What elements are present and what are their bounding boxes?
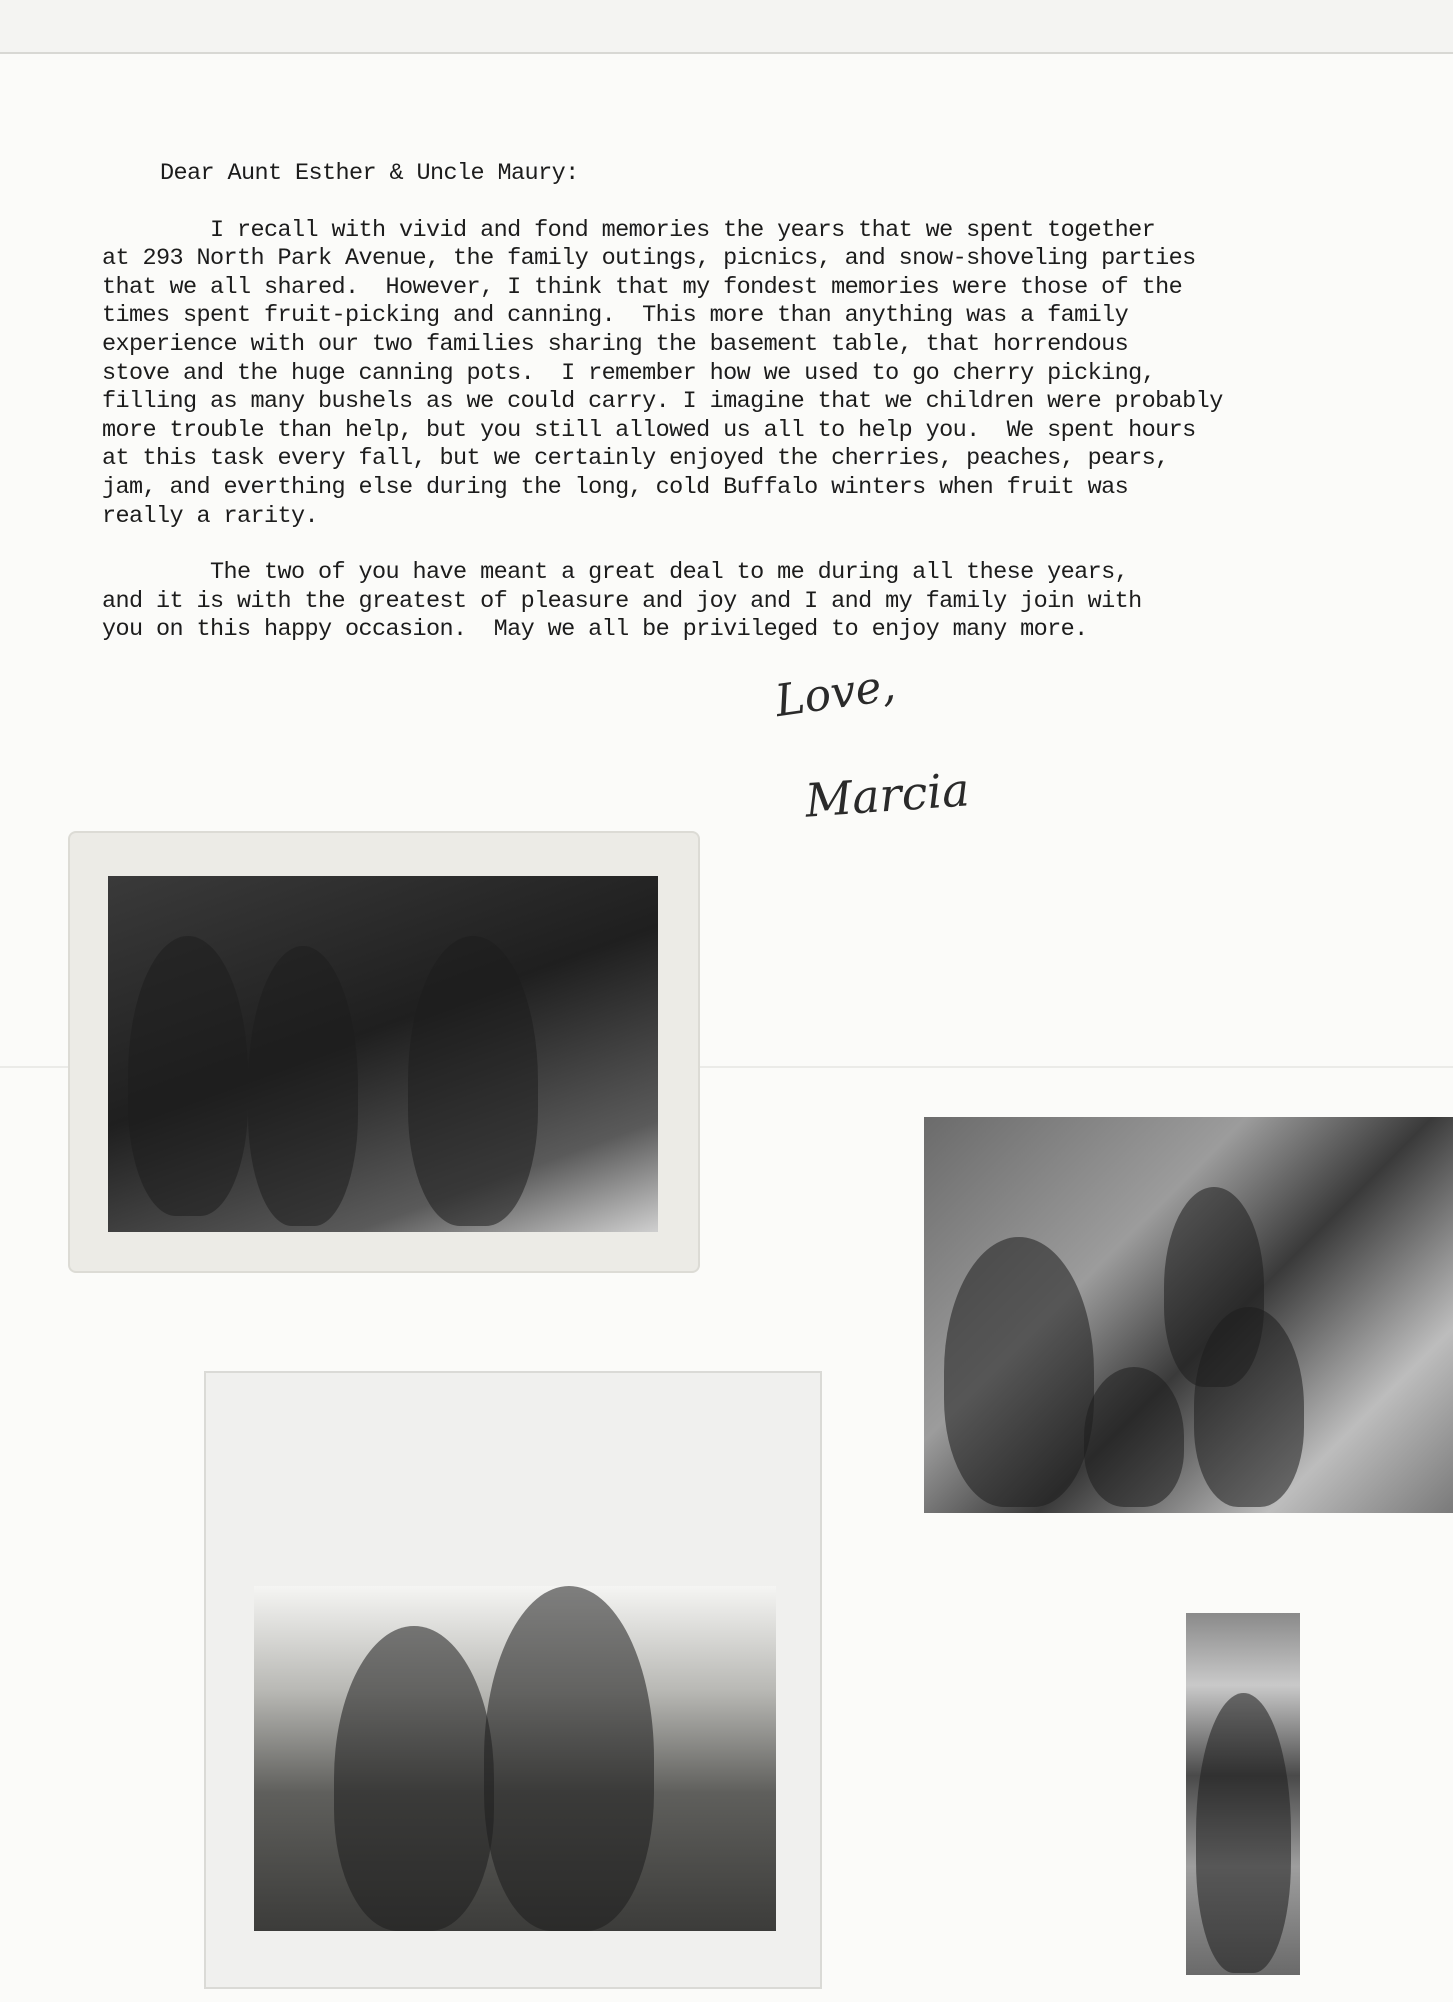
photo-girl-standing <box>1186 1613 1300 1975</box>
photo-figure <box>1196 1693 1291 1973</box>
paragraph-gap <box>102 531 1352 559</box>
paragraph-1-line: at this task every fall, but we certainly enjoyed the cherries, peaches, pears, <box>102 445 1169 473</box>
paragraph-1-line: that we all shared. However, I think that my fondest memories were those of the <box>102 273 1183 301</box>
photo-three-girls-image <box>108 876 658 1232</box>
paragraph-1-line: at 293 North Park Avenue, the family outings, picnics, and snow-shoveling parties <box>102 245 1196 273</box>
photo-figure <box>248 946 358 1226</box>
paragraph-2-line: The two of you have meant a great deal to me during all these years, <box>102 559 1129 587</box>
salutation: Dear Aunt Esther & Uncle Maury: <box>160 160 579 187</box>
letter-body <box>102 160 1352 645</box>
paragraph-2-line: and it is with the greatest of pleasure and joy and I and my family join with <box>102 587 1142 615</box>
paragraph-1-line: stove and the huge canning pots. I remember how we used to go cherry picking, <box>102 359 1156 387</box>
paragraph-2 <box>102 559 1352 645</box>
paragraph-1-line: filling as many bushels as we could carry. I imagine that we children were probably <box>102 388 1223 416</box>
paragraph-1-line: really a rarity. <box>102 502 319 530</box>
paragraph-1-line: I recall with vivid and fond memories the years that we spent together <box>102 216 1156 244</box>
paragraph-1-line: experience with our two families sharing the basement table, that horrendous <box>102 330 1129 358</box>
photo-figure <box>334 1626 494 1931</box>
photo-figure <box>128 936 248 1216</box>
closing-handwritten: Love, <box>772 659 899 728</box>
photo-three-girls-sitting <box>70 833 698 1271</box>
photo-children-on-porch <box>924 1117 1453 1513</box>
photo-figure <box>484 1586 654 1931</box>
photo-two-women-image <box>254 1586 776 1931</box>
paragraph-1-line: more trouble than help, but you still allowed us all to help you. We spent hours <box>102 416 1196 444</box>
paragraph-1-line: times spent fruit-picking and canning. This more than anything was a family <box>102 302 1129 330</box>
signature-handwritten: Marcia <box>803 762 972 828</box>
photo-figure <box>1084 1367 1184 1507</box>
photo-figure <box>944 1237 1094 1507</box>
photo-two-women-outdoors <box>206 1373 820 1987</box>
photo-figure <box>408 936 538 1226</box>
paragraph-2-line: you on this happy occasion. May we all be privileged to enjoy many more. <box>102 616 1088 644</box>
photo-figure <box>1194 1307 1304 1507</box>
paragraph-1-line: jam, and everthing else during the long, cold Buffalo winters when fruit was <box>102 473 1129 501</box>
paragraph-1 <box>102 217 1352 532</box>
